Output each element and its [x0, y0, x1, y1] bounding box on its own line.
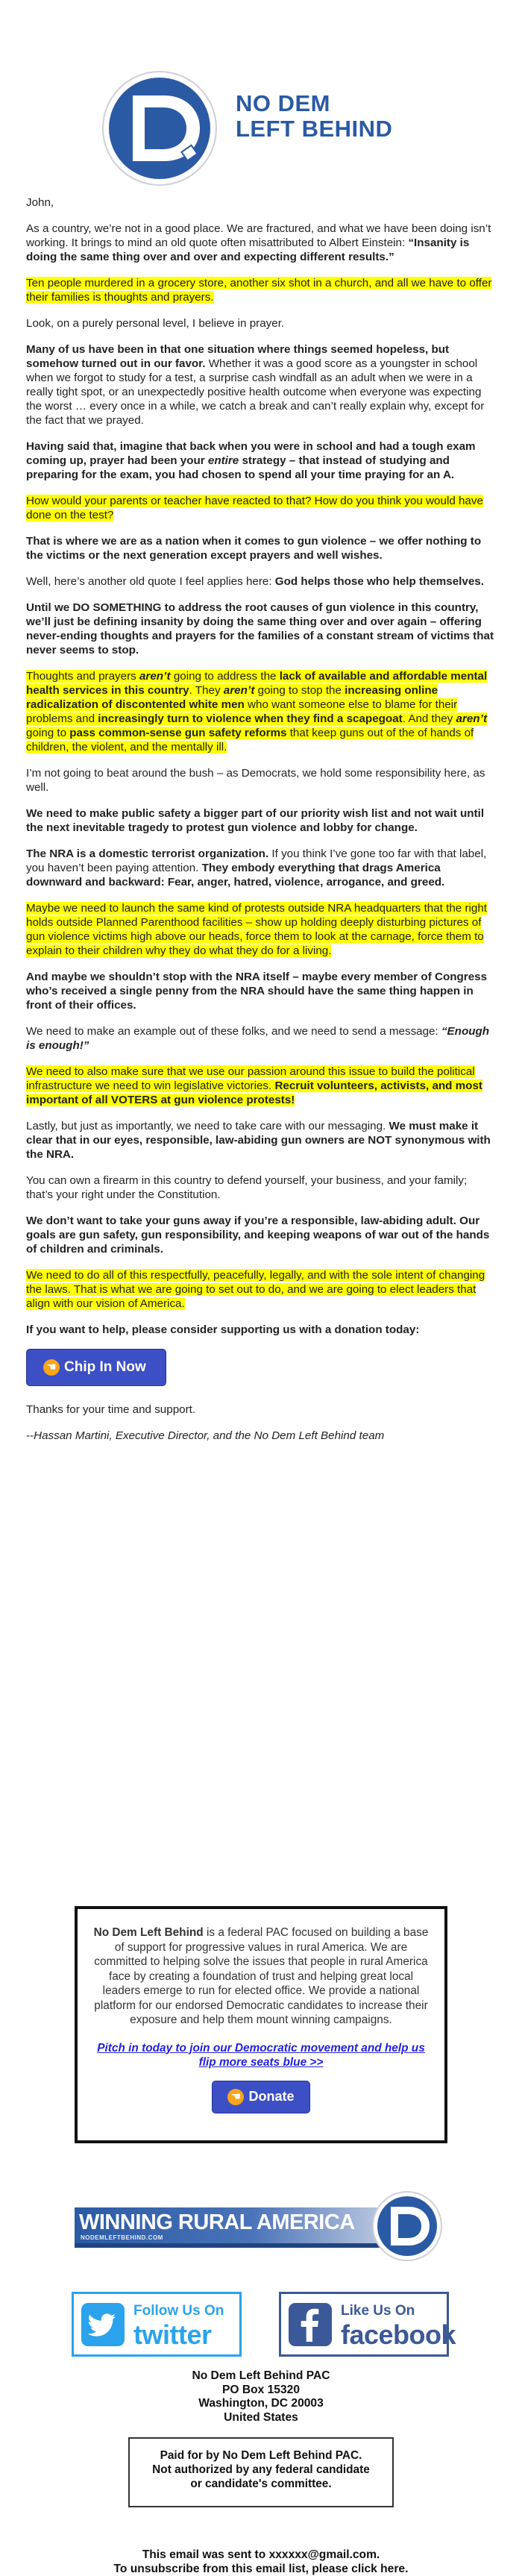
paragraph: If you want to help, please consider supporting us with a donation today: [26, 1323, 420, 1336]
twitter-caption: Follow Us On [133, 2303, 224, 2319]
banner-url: NODEMLEFTBEHIND.COM [81, 2234, 163, 2241]
signature: --Hassan Martini, Executive Director, and the No Dem Left Behind team [26, 1429, 385, 1442]
email-footer [0, 2548, 522, 2576]
paragraph: That is where we are as a nation when it comes to gun violence – we offer nothing to the victims or the next generation except prayers and well wishes. [26, 535, 482, 562]
chip-in-now-button[interactable]: ☚ Chip In Now [26, 1349, 166, 1386]
no-dem-left-behind-logo [95, 64, 416, 192]
paragraph: Thoughts and prayers aren’t going to address the lack of available and affordable mental health services in this country. They aren’t going to stop the increasing online radicalization of discontented white men who want someone else to blame for their problems and increasingly turn to violence when they find a scapegoat. And they aren’t going to pass common-sense gun safety reforms that keep guns out of the of hands of children, the violent, and the mentally ill. [26, 670, 488, 753]
logo-line-2: LEFT BEHIND [236, 116, 393, 142]
like-facebook-button[interactable] [279, 2292, 456, 2357]
paragraph: Well, here’s another old quote I feel applies here: God helps those who help themselves. [26, 575, 484, 588]
logo-line-1: NO DEM [236, 90, 330, 116]
pac-description: No Dem Left Behind is a federal PAC focused on building a base of support for progressive values in rural America. We are committed to helping solve the issues that people in rural America face by creating a foundation of trust and helping great local leaders emerge to run for elected office. We provide a national platform for our endorsed Democratic candidates to increase their exposure and help them mount winning campaigns. [93, 1926, 429, 2026]
banner-title: WINNING RURAL AMERICA [79, 2210, 355, 2234]
pitch-in-link[interactable]: Pitch in today to join our Democratic movement and help us flip more seats blue >> [97, 2041, 425, 2069]
sent-to-line: This email was sent to xxxxxx@gmail.com. [142, 2548, 380, 2561]
paid-for-disclaimer: Paid for by No Dem Left Behind PAC. Not authorized by any federal candidate or candidate's committee. [128, 2437, 394, 2507]
twitter-icon [81, 2303, 125, 2346]
twitter-wordmark: twitter [133, 2319, 212, 2350]
mailing-address: No Dem Left Behind PAC PO Box 15320 Washington, DC 20003 United States [192, 2369, 330, 2424]
paragraph: Maybe we need to launch the same kind of protests outside NRA headquarters that the right holds outside Planned Parenthood facilities – show up holding deeply disturbing pictures of gun violence victims high above our heads, force them to look at the carnage, force them to explain to their children why they do what they do for a living. [26, 902, 487, 957]
donate-button[interactable]: ☚ Donate [212, 2081, 309, 2113]
paragraph: As a country, we’re not in a good place. We are fractured, and what we have been doing isn’t working. It brings to mind an old quote often misattributed to Albert Einstein: “Insanity is doing the same thing over and over and expecting different results.” [26, 222, 491, 263]
paragraph: I’m not going to beat around the bush – as Democrats, we hold some responsibility here, as well. [26, 767, 485, 794]
paragraph: Many of us have been in that one situation where things seemed hopeless, but somehow turned out in our favor. Whether it was a good score as a youngster in school when we forgot to study for a test, a surprise cash windfall as an adult when we were in a really tight spot, or an unexpectedly positive health outcome when everyone was expecting the worst … every once in a while, we catch a break and can’t really explain why, except for the fact that we prayed. [26, 343, 485, 427]
winning-rural-america-banner[interactable] [75, 2191, 446, 2262]
thanks-line: Thanks for your time and support. [26, 1403, 196, 1416]
logo-d-mark-icon [95, 64, 230, 192]
paragraph: Lastly, but just as importantly, we need to take care with our messaging. We must make it clear that in our eyes, responsible, law-abiding gun owners are NOT synonymous with the NRA. [26, 1120, 491, 1161]
facebook-icon [289, 2303, 332, 2346]
paragraph: Having said that, imagine that back when you were in school and had a tough exam coming up, prayer had been your entire strategy – that instead of studying and preparing for the exam, you had chosen to spend all your time praying for an A. [26, 440, 476, 481]
paragraph: Look, on a purely personal level, I believe in prayer. [26, 317, 285, 330]
paragraph: We need to also make sure that we use our passion around this issue to build the political infrastructure we need to win legislative victories. Recruit volunteers, activists, and most important of all VOTERS at gun violence protests! [26, 1065, 482, 1106]
letter-body [26, 195, 496, 1455]
paragraph: We don’t want to take your guns away if you’re a responsible, law-abiding adult. Our goals are gun safety, gun responsibility, and keeping weapons of war out of the hands of children and criminals. [26, 1215, 490, 1256]
paragraph: You can own a firearm in this country to defend yourself, your business, and your family; that’s your right under the Constitution. [26, 1174, 468, 1201]
unsubscribe-link[interactable]: To unsubscribe from this email list, please click here. [113, 2562, 409, 2575]
pac-info-box [75, 1906, 447, 2143]
facebook-wordmark: facebook [341, 2319, 456, 2350]
facebook-caption: Like Us On [341, 2303, 415, 2319]
paragraph: And maybe we shouldn’t stop with the NRA itself – maybe every member of Congress who’s received a single penny from the NRA should have the same thing happen in front of their offices. [26, 971, 488, 1012]
paragraph: How would your parents or teacher have reacted to that? How do you think you would have done on the test? [26, 495, 483, 521]
paragraph: We need to make an example out of these folks, and we need to send a message: “Enough is enough!” [26, 1025, 490, 1052]
greeting: John, [26, 196, 54, 209]
paragraph: Ten people murdered in a grocery store, another six shot in a church, and all we have to offer their families is thoughts and prayers. [26, 277, 492, 304]
paragraph: The NRA is a domestic terrorist organization. If you think I’ve gone too far with that label, you haven’t been paying attention. They embody everything that drags America downward and backward: Fear, anger, hatred, violence, arrogance, and greed. [26, 847, 487, 889]
paragraph: We need to do all of this respectfully, peacefully, legally, and with the sole intent of changing the laws. That is what we are going to set out to do, and we are going to elect leaders that align with our vision of America. [26, 1269, 485, 1310]
hand-icon: ☚ [43, 1359, 60, 1376]
paragraph: We need to make public safety a bigger part of our priority wish list and not wait until the next inevitable tragedy to protest gun violence and lobby for change. [26, 807, 485, 834]
follow-twitter-button[interactable] [72, 2292, 242, 2357]
hand-icon: ☚ [227, 2089, 244, 2105]
paragraph: Until we DO SOMETHING to address the root causes of gun violence in this country, we’ll just be defining insanity by doing the same thing over and over again – offering never-ending thoughts and prayers for the families of a constant stream of victims that never seems to stop. [26, 601, 494, 656]
